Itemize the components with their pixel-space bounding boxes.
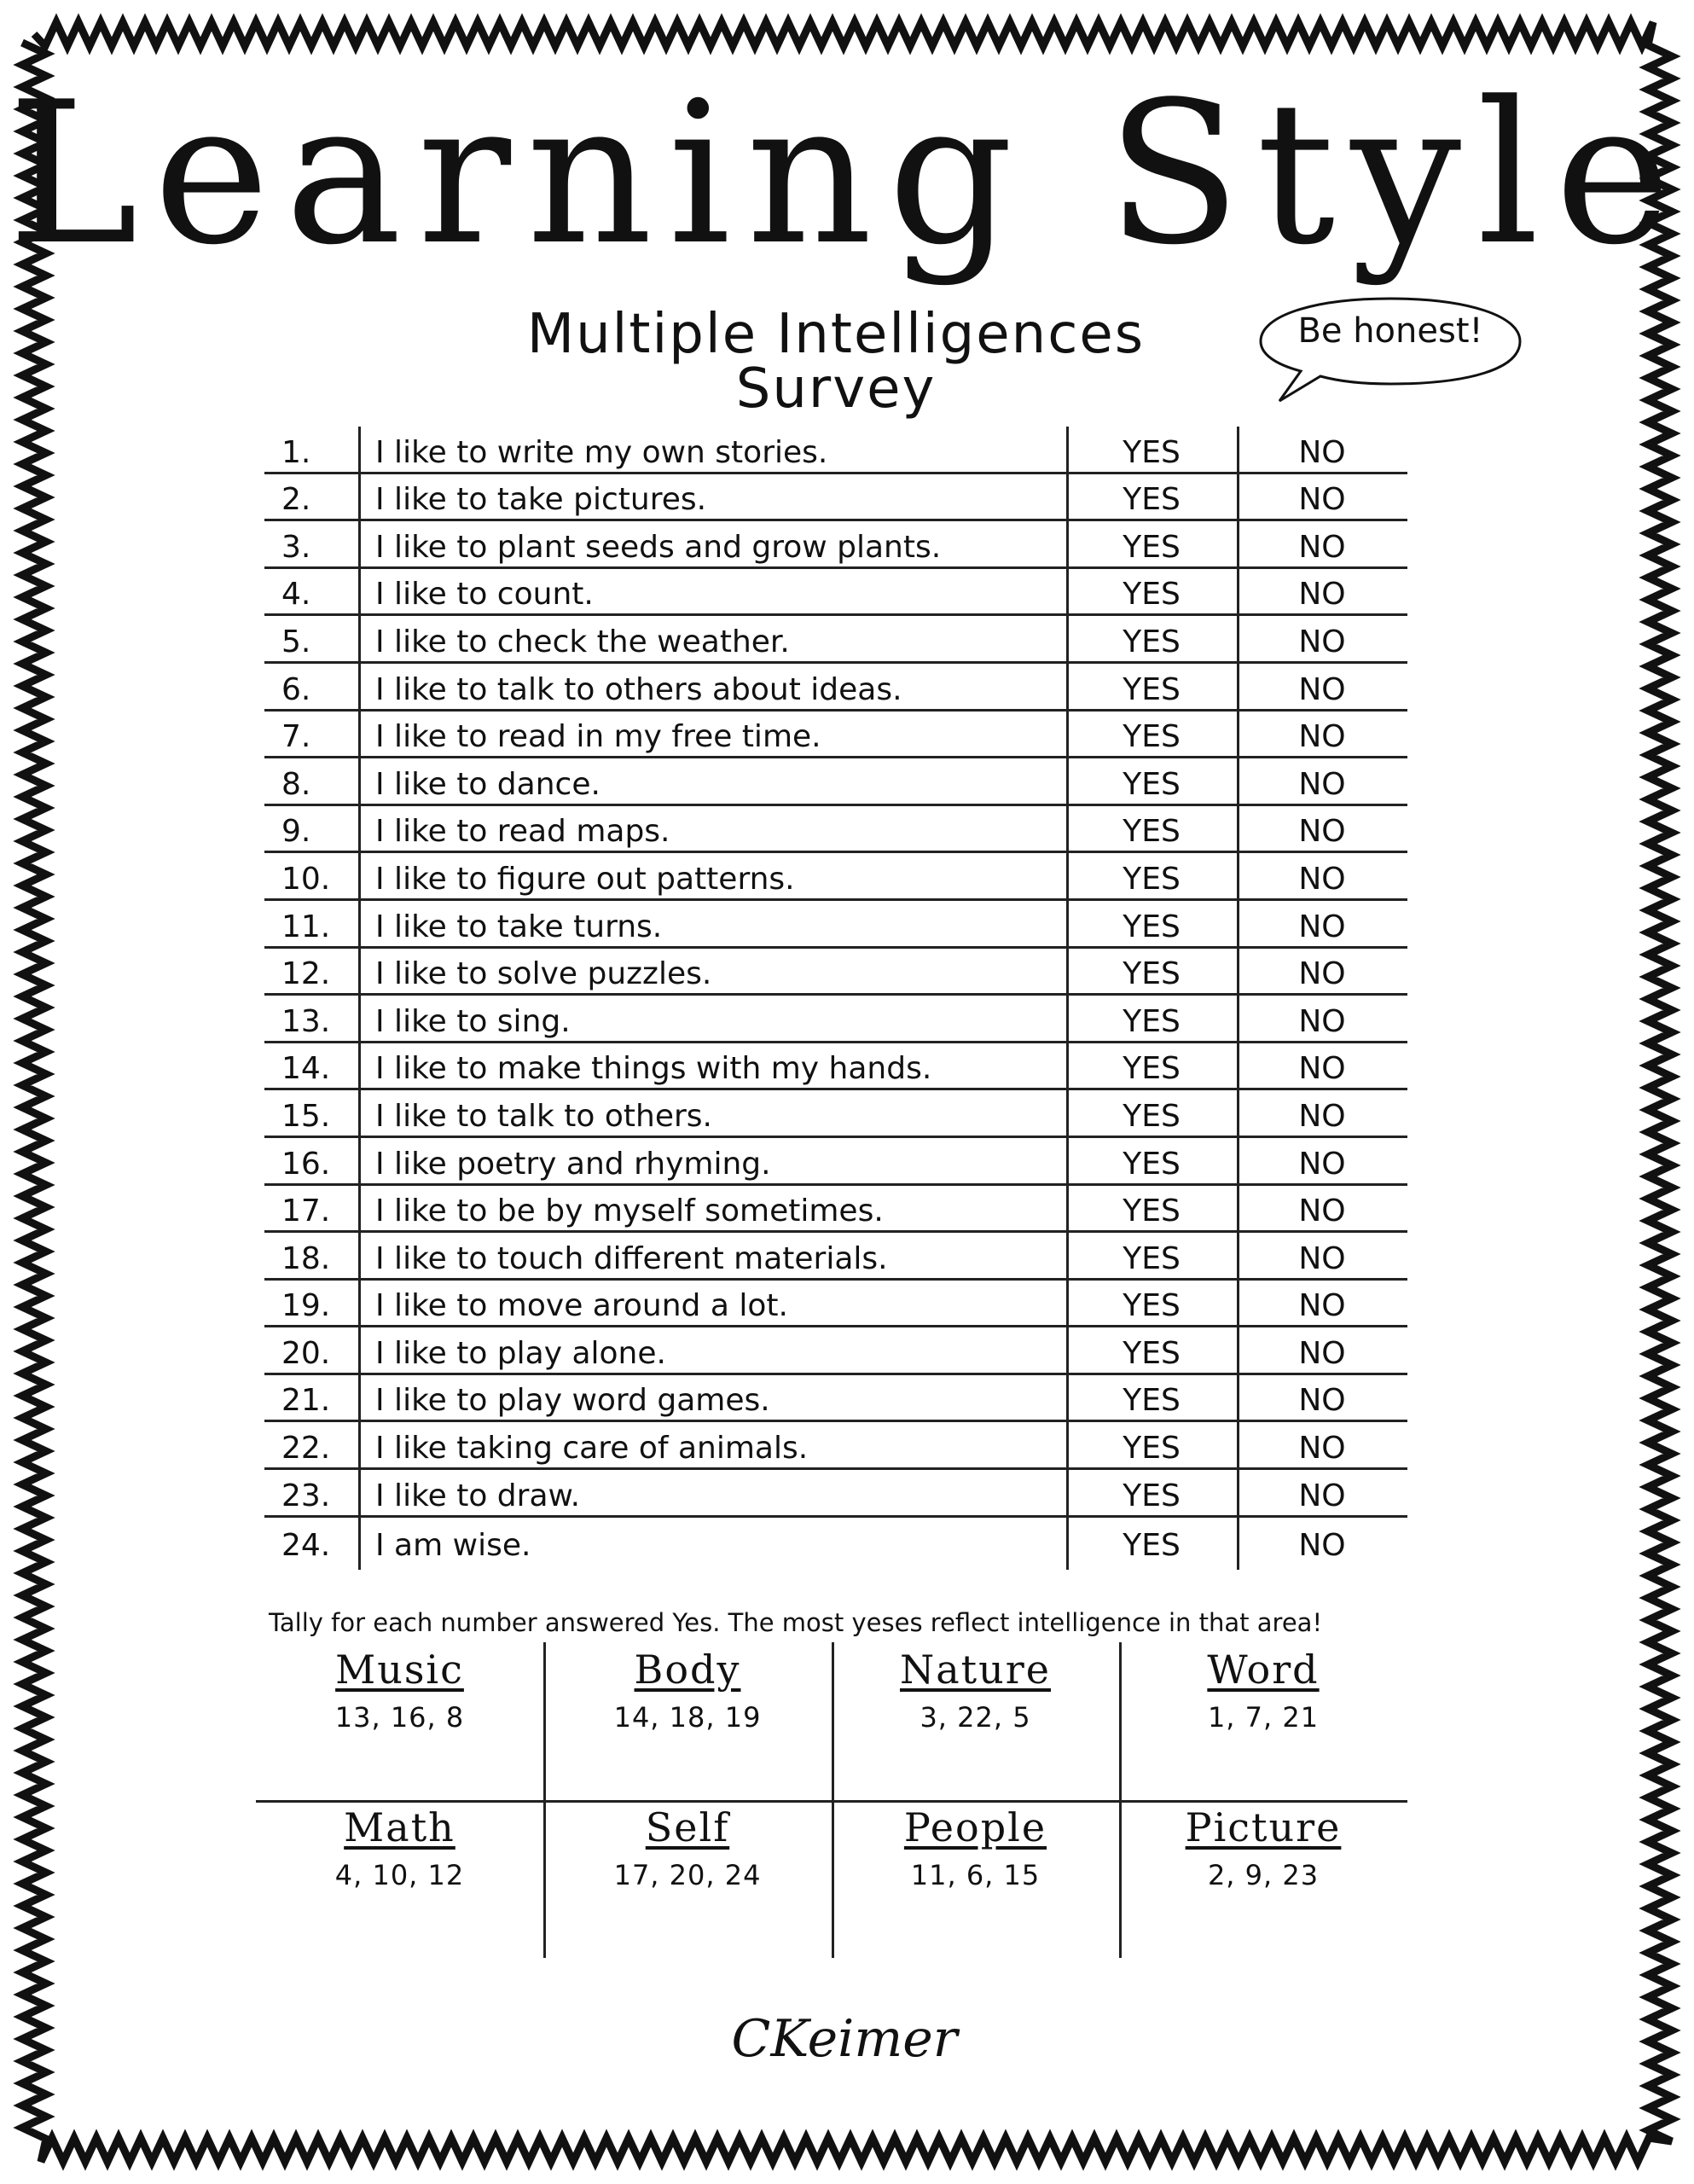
question-text: I like to write my own stories. <box>375 434 828 470</box>
no-option[interactable]: NO <box>1298 1146 1346 1182</box>
yes-option[interactable]: YES <box>1123 814 1181 850</box>
category-numbers: 17, 20, 24 <box>613 1859 762 1891</box>
survey-row <box>264 1470 1407 1518</box>
survey-row <box>264 758 1407 806</box>
yes-option[interactable]: YES <box>1123 1003 1181 1039</box>
no-option[interactable]: NO <box>1298 1003 1346 1039</box>
yes-option[interactable]: YES <box>1123 671 1181 707</box>
tally-category <box>1120 1804 1407 1891</box>
question-number: 9. <box>281 814 311 850</box>
yes-option[interactable]: YES <box>1123 956 1181 992</box>
survey-row <box>264 1518 1407 1565</box>
no-option[interactable]: NO <box>1298 719 1346 755</box>
question-number: 13. <box>281 1003 331 1039</box>
no-option[interactable]: NO <box>1298 1098 1346 1134</box>
survey-row <box>264 1422 1407 1470</box>
question-number: 11. <box>281 909 331 944</box>
question-number: 17. <box>281 1194 331 1229</box>
question-text: I like to dance. <box>375 766 600 802</box>
question-number: 8. <box>281 766 311 802</box>
no-option[interactable]: NO <box>1298 1240 1346 1276</box>
question-number: 4. <box>281 577 311 613</box>
no-option[interactable]: NO <box>1298 1288 1346 1324</box>
survey-row <box>264 853 1407 901</box>
category-name: Music <box>335 1647 464 1693</box>
question-text: I like to figure out patterns. <box>375 861 795 897</box>
question-text: I like to count. <box>375 577 594 613</box>
no-option[interactable]: NO <box>1298 1431 1346 1467</box>
question-number: 22. <box>281 1431 331 1467</box>
yes-option[interactable]: YES <box>1123 861 1181 897</box>
question-text: I like to touch different materials. <box>375 1240 888 1276</box>
category-name: Math <box>344 1804 455 1850</box>
question-number: 6. <box>281 671 311 707</box>
survey-row <box>264 901 1407 949</box>
tally-category <box>832 1647 1119 1734</box>
no-option[interactable]: NO <box>1298 814 1346 850</box>
question-number: 1. <box>281 434 311 470</box>
question-number: 5. <box>281 624 311 659</box>
tally-category <box>544 1804 832 1891</box>
author-signature: CKeimer <box>731 2009 958 2069</box>
yes-option[interactable]: YES <box>1123 624 1181 659</box>
survey-row <box>264 1375 1407 1423</box>
yes-option[interactable]: YES <box>1123 909 1181 944</box>
no-option[interactable]: NO <box>1298 909 1346 944</box>
speech-bubble <box>1254 294 1527 405</box>
question-text: I like to make things with my hands. <box>375 1051 932 1087</box>
question-number: 18. <box>281 1240 331 1276</box>
question-number: 10. <box>281 861 331 897</box>
category-numbers: 11, 6, 15 <box>910 1859 1041 1891</box>
no-option[interactable]: NO <box>1298 1194 1346 1229</box>
survey-row <box>264 949 1407 996</box>
yes-option[interactable]: YES <box>1123 1051 1181 1087</box>
no-option[interactable]: NO <box>1298 624 1346 659</box>
no-option[interactable]: NO <box>1298 671 1346 707</box>
yes-option[interactable]: YES <box>1123 1098 1181 1134</box>
question-text: I like to talk to others about ideas. <box>375 671 902 707</box>
yes-option[interactable]: YES <box>1123 1194 1181 1229</box>
question-text: I like poetry and rhyming. <box>375 1146 771 1182</box>
yes-option[interactable]: YES <box>1123 1478 1181 1513</box>
question-text: I like to take pictures. <box>375 482 707 518</box>
question-number: 23. <box>281 1478 331 1513</box>
survey-row <box>264 1186 1407 1234</box>
yes-option[interactable]: YES <box>1123 766 1181 802</box>
survey-row <box>264 1043 1407 1091</box>
question-text: I like to plant seeds and grow plants. <box>375 529 942 565</box>
category-name: Self <box>645 1804 730 1850</box>
page-title: Learning Style <box>8 61 1686 288</box>
yes-option[interactable]: YES <box>1123 1146 1181 1182</box>
survey-row <box>264 521 1407 569</box>
question-text: I like to check the weather. <box>375 624 790 659</box>
question-text: I like to play word games. <box>375 1383 770 1419</box>
yes-option[interactable]: YES <box>1123 482 1181 518</box>
category-numbers: 1, 7, 21 <box>1207 1701 1320 1734</box>
survey-row <box>264 806 1407 854</box>
yes-option[interactable]: YES <box>1123 529 1181 565</box>
category-numbers: 4, 10, 12 <box>334 1859 465 1891</box>
category-numbers: 3, 22, 5 <box>920 1701 1031 1734</box>
question-text: I like to talk to others. <box>375 1098 712 1134</box>
category-numbers: 14, 18, 19 <box>613 1701 762 1734</box>
category-name: Picture <box>1185 1804 1342 1850</box>
question-number: 24. <box>281 1528 331 1564</box>
tally-instruction: Tally for each number answered Yes. The most yeses reflect intelligence in that area! <box>269 1608 1323 1637</box>
tally-category <box>1120 1647 1407 1734</box>
question-number: 21. <box>281 1383 331 1419</box>
question-number: 15. <box>281 1098 331 1134</box>
yes-option[interactable]: YES <box>1123 719 1181 755</box>
no-option[interactable]: NO <box>1298 1383 1346 1419</box>
question-text: I like taking care of animals. <box>375 1431 809 1467</box>
survey-row <box>264 996 1407 1043</box>
question-number: 16. <box>281 1146 331 1182</box>
question-number: 3. <box>281 529 311 565</box>
no-option[interactable]: NO <box>1298 1051 1346 1087</box>
question-number: 14. <box>281 1051 331 1087</box>
yes-option[interactable]: YES <box>1123 1335 1181 1371</box>
no-option[interactable]: NO <box>1298 529 1346 565</box>
yes-option[interactable]: YES <box>1123 577 1181 613</box>
no-option[interactable]: NO <box>1298 956 1346 992</box>
no-option[interactable]: NO <box>1298 861 1346 897</box>
question-text: I like to play alone. <box>375 1335 666 1371</box>
no-option[interactable]: NO <box>1298 434 1346 470</box>
no-option[interactable]: NO <box>1298 1478 1346 1513</box>
category-name: Nature <box>900 1647 1051 1693</box>
no-option[interactable]: NO <box>1298 1335 1346 1371</box>
question-number: 19. <box>281 1288 331 1324</box>
survey-row <box>264 474 1407 522</box>
yes-option[interactable]: YES <box>1123 1240 1181 1276</box>
category-name: Word <box>1207 1647 1320 1693</box>
survey-row <box>264 1281 1407 1328</box>
question-text: I like to draw. <box>375 1478 581 1513</box>
tally-grid <box>256 1642 1407 1966</box>
question-text: I like to sing. <box>375 1003 571 1039</box>
survey-row <box>264 569 1407 617</box>
survey-row <box>264 1090 1407 1138</box>
question-text: I like to solve puzzles. <box>375 956 712 992</box>
question-number: 20. <box>281 1335 331 1371</box>
yes-option[interactable]: YES <box>1123 1288 1181 1324</box>
category-numbers: 2, 9, 23 <box>1207 1859 1320 1891</box>
yes-option[interactable]: YES <box>1123 1528 1181 1564</box>
question-text: I like to take turns. <box>375 909 663 944</box>
tally-category <box>832 1804 1119 1891</box>
category-name: Body <box>634 1647 741 1693</box>
question-text: I like to be by myself sometimes. <box>375 1194 884 1229</box>
question-number: 12. <box>281 956 331 992</box>
no-option[interactable]: NO <box>1298 766 1346 802</box>
yes-option[interactable]: YES <box>1123 1383 1181 1419</box>
yes-option[interactable]: YES <box>1123 1431 1181 1467</box>
no-option[interactable]: NO <box>1298 482 1346 518</box>
question-text: I like to move around a lot. <box>375 1288 788 1324</box>
survey-row <box>264 712 1407 759</box>
survey-row <box>264 664 1407 712</box>
question-number: 2. <box>281 482 311 518</box>
question-number: 7. <box>281 719 311 755</box>
survey-row <box>264 1327 1407 1375</box>
tally-category <box>256 1647 543 1734</box>
category-numbers: 13, 16, 8 <box>334 1701 465 1734</box>
question-text: I am wise. <box>375 1528 531 1564</box>
survey-row <box>264 427 1407 474</box>
survey-row <box>264 616 1407 664</box>
speech-bubble-text: Be honest! <box>1297 311 1483 351</box>
page-subtitle: Multiple Intelligences Survey <box>526 303 1146 421</box>
question-text: I like to read maps. <box>375 814 670 850</box>
no-option[interactable]: NO <box>1298 1528 1346 1564</box>
survey-row <box>264 1138 1407 1186</box>
tally-category <box>256 1804 543 1891</box>
no-option[interactable]: NO <box>1298 577 1346 613</box>
question-text: I like to read in my free time. <box>375 719 821 755</box>
survey-row <box>264 1233 1407 1281</box>
yes-option[interactable]: YES <box>1123 434 1181 470</box>
survey-table <box>264 427 1407 1565</box>
category-name: People <box>903 1804 1047 1850</box>
tally-category <box>544 1647 832 1734</box>
